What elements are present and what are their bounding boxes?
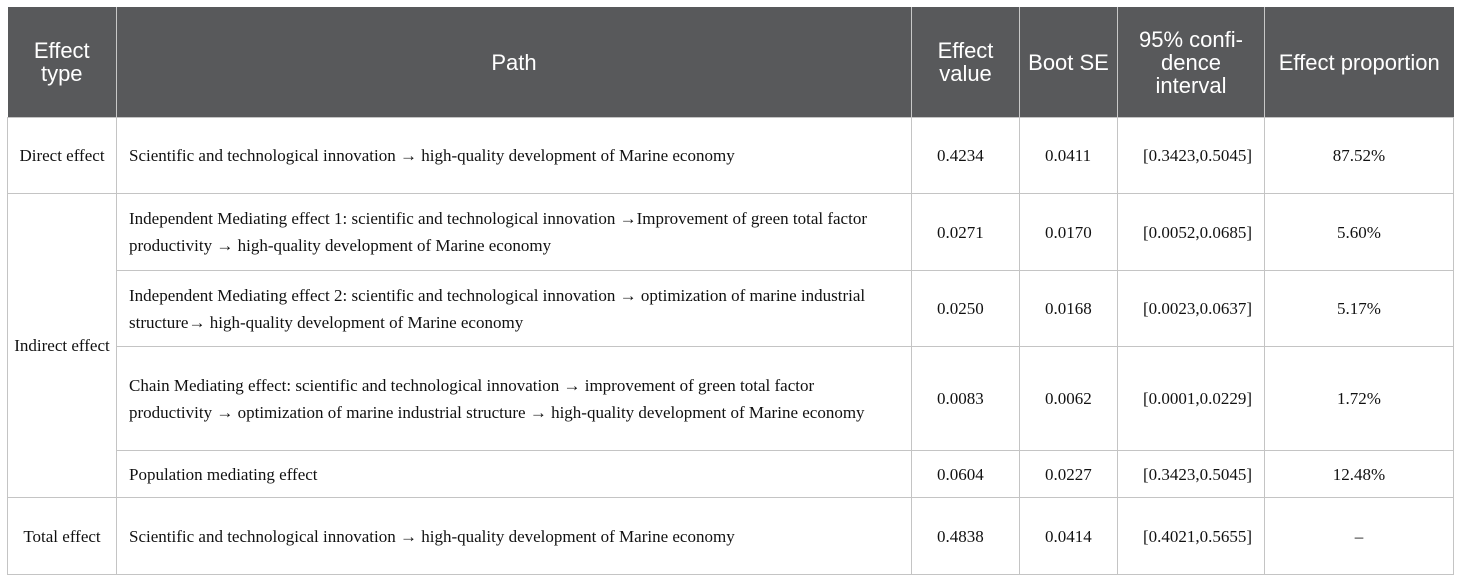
effect-value-indirect-2: 0.0250 (912, 271, 1020, 347)
effect-type-total: Total effect (8, 498, 117, 575)
path-population: Population mediating effect (117, 451, 912, 498)
table-header (8, 7, 1454, 118)
proportion-indirect-2: 5.17% (1265, 271, 1454, 347)
table-body (8, 118, 1454, 575)
effect-value-indirect-1: 0.0271 (912, 194, 1020, 271)
table-row-direct (8, 118, 1454, 194)
effect-value-direct: 0.4234 (912, 118, 1020, 194)
header-confidence-interval: 95% confi- dence interval (1118, 7, 1265, 118)
header-boot-se: Boot SE (1020, 7, 1118, 118)
mediation-effects-table (7, 7, 1454, 575)
path-direct: Scientific and technological innovation → high-quality development of Marine economy (117, 118, 912, 194)
path-chain: Chain Mediating effect: scientific and technological innovation → improvement of green total factor productivity → optimization of marine industrial structure → high-quality development of Marine economy (117, 347, 912, 451)
ci-total: [0.4021,0.5655] (1118, 498, 1265, 575)
boot-se-population: 0.0227 (1020, 451, 1118, 498)
boot-se-indirect-2: 0.0168 (1020, 271, 1118, 347)
effect-value-total: 0.4838 (912, 498, 1020, 575)
path-indirect-2: Independent Mediating effect 2: scientific and technological innovation → optimization of marine industrial structure→ high-quality development of Marine economy (117, 271, 912, 347)
path-total: Scientific and technological innovation → high-quality development of Marine economy (117, 498, 912, 575)
ci-indirect-2: [0.0023,0.0637] (1118, 271, 1265, 347)
effect-type-indirect: Indirect effect (8, 194, 117, 498)
ci-direct: [0.3423,0.5045] (1118, 118, 1265, 194)
table-row-chain (8, 347, 1454, 451)
effect-type-direct: Direct effect (8, 118, 117, 194)
ci-population: [0.3423,0.5045] (1118, 451, 1265, 498)
proportion-total: – (1265, 498, 1454, 575)
table-row-population (8, 451, 1454, 498)
table-row-indirect-2 (8, 271, 1454, 347)
effect-value-population: 0.0604 (912, 451, 1020, 498)
proportion-indirect-1: 5.60% (1265, 194, 1454, 271)
proportion-direct: 87.52% (1265, 118, 1454, 194)
table-row-indirect-1 (8, 194, 1454, 271)
header-path: Path (117, 7, 912, 118)
ci-indirect-1: [0.0052,0.0685] (1118, 194, 1265, 271)
header-effect-type: Effect type (8, 7, 117, 118)
effect-value-chain: 0.0083 (912, 347, 1020, 451)
path-indirect-1: Independent Mediating effect 1: scientific and technological innovation →Improvement of green total factor productivity → high-quality development of Marine economy (117, 194, 912, 271)
header-effect-proportion: Effect proportion (1265, 7, 1454, 118)
boot-se-indirect-1: 0.0170 (1020, 194, 1118, 271)
proportion-population: 12.48% (1265, 451, 1454, 498)
boot-se-total: 0.0414 (1020, 498, 1118, 575)
ci-chain: [0.0001,0.0229] (1118, 347, 1265, 451)
proportion-chain: 1.72% (1265, 347, 1454, 451)
table-row-total (8, 498, 1454, 575)
header-effect-value: Effect value (912, 7, 1020, 118)
boot-se-direct: 0.0411 (1020, 118, 1118, 194)
boot-se-chain: 0.0062 (1020, 347, 1118, 451)
